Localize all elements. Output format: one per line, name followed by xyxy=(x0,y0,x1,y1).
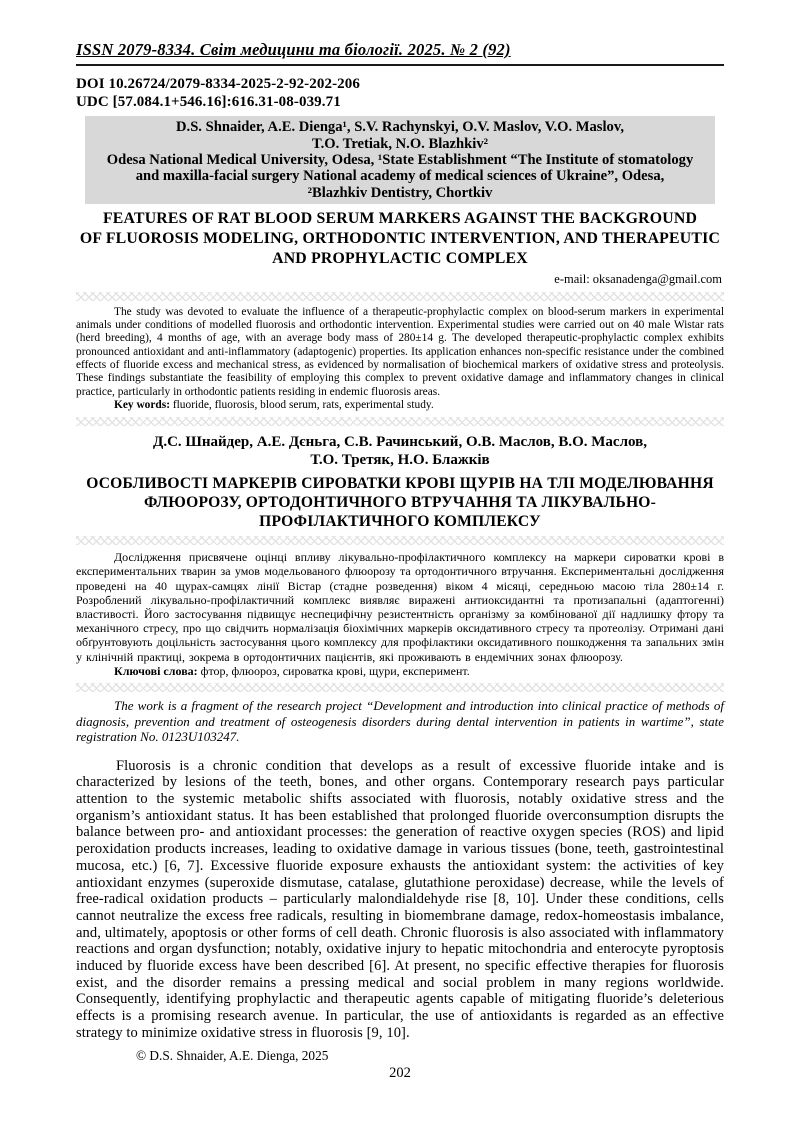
page-footer xyxy=(76,1048,724,1082)
affiliation-line: Odesa National Medical University, Odesa, ¹State Establishment “The Institute of stomatology xyxy=(106,151,694,168)
keywords-ua-text: фтор, флюороз, сироватка крові, щури, експеримент. xyxy=(197,663,470,678)
authors-block-ua xyxy=(76,434,724,469)
keywords-en-text: fluoride, fluorosis, blood serum, rats, experimental study. xyxy=(170,398,434,411)
authors-block-en xyxy=(85,116,715,203)
title-line: AND PROPHYLACTIC COMPLEX xyxy=(272,249,528,267)
author-line: D.S. Shnaider, A.E. Dienga¹, S.V. Rachynskyi, O.V. Maslov, V.O. Maslov, xyxy=(176,119,624,136)
title-line: ПРОФІЛАКТИЧНОГО КОМПЛЕКСУ xyxy=(259,513,541,531)
author-line: Д.С. Шнайдер, А.Е. Дєньга, С.В. Рачинський, О.В. Маслов, В.О. Маслов, xyxy=(153,434,647,451)
page-number: 202 xyxy=(389,1065,411,1081)
abstract-en: The study was devoted to evaluate the influence of a therapeutic-prophylactic complex on blood-serum markers in experimental animals under conditions of modelled fluorosis and orthodontic intervention. Experimental studies were carried out on 40 male Wistar rats (herd breeding), 4 months of age, with an average body mass of 280±14 g. The developed therapeutic-prophylactic complex exhibits pronounced antioxidant and anti-inflammatory (adaptogenic) properties. Its application enhances non-specific resistance under the combined effects of fluoride excess and mechanical stress, as evidenced by normalisation of biochemical markers of oxidative stress and proteolysis. These findings substantiate the feasibility of employing this complex to prevent oxidative damage and inflammatory changes in clinical practice, particularly in orthodontic patients residing in endemic fluorosis areas. xyxy=(76,305,724,398)
journal-header xyxy=(76,40,724,66)
title-line: ОСОБЛИВОСТІ МАРКЕРІВ СИРОВАТКИ КРОВІ ЩУРІВ НА ТЛІ МОДЕЛЮВАННЯ xyxy=(86,475,714,493)
keywords-ua-label: Ключові слова: xyxy=(114,663,198,678)
section-divider xyxy=(76,292,724,301)
title-line: FEATURES OF RAT BLOOD SERUM MARKERS AGAINST THE BACKGROUND xyxy=(102,209,698,227)
title-line: OF FLUOROSIS MODELING, ORTHODONTIC INTERVENTION, AND THERAPEUTIC xyxy=(79,229,721,247)
udc-line: UDC [57.084.1+546.16]:616.31-08-039.71 xyxy=(76,94,341,111)
project-note: The work is a fragment of the research project “Development and introduction into clinical practice of methods of diagnosis, prevention and treatment of osteogenesis disorders during dental intervention in patients in wartime”, state registration No. 0123U103247. xyxy=(76,698,724,745)
title-line: ФЛЮОРОЗУ, ОРТОДОНТИЧНОГО ВТРУЧАННЯ ТА ЛІКУВАЛЬНО- xyxy=(143,494,657,512)
email-line: e-mail: oksanadenga@gmail.com xyxy=(554,271,722,286)
author-line: Т.О. Третяк, Н.О. Блажків xyxy=(310,451,490,468)
body-paragraph: Fluorosis is a chronic condition that develops as a result of excessive fluoride intake and is characterized by lesions of the teeth, bones, and other organs. Contemporary research pays particular attention to the systemic metabolic shifts associated with fluorosis, notably oxidative stress and the organism’s antioxidant status. It has been established that prolonged fluoride overconsumption disrupts the balance between pro- and antioxidant processes: the generation of reactive oxygen species (ROS) and lipid peroxidation products increases, leading to oxidative damage in various tissues (bone, teeth, gastrointestinal mucosa, etc.) [6, 7]. Excessive fluoride exposure exhausts the antioxidant system: the activities of key antioxidant enzymes (superoxide dismutase, catalase, glutathione peroxidase) decrease, while the levels of free-radical oxidation products – particularly malondialdehyde rise [8, 10]. Under these conditions, cells cannot neutralize the excess free radicals, resulting in biomembrane damage, redox-homeostasis imbalance, and, ultimately, apoptosis or other forms of cell death. Chronic fluorosis is also associated with inflammatory reactions and organ dysfunction; notably, oxidative injury to hepatic mitochondria and enterocyte pyroptosis induced by fluoride excess have been described [6]. At present, no specific effective therapies for fluorosis exist, and the disorder remains a pressing medical and social problem in many regions worldwide. Consequently, identifying prophylactic and therapeutic agents capable of mitigating fluoride’s deleterious effects is a promising research avenue. In particular, the use of antioxidants is regarded as an effective strategy to minimize oxidative stress in fluorosis [9, 10]. xyxy=(76,757,724,1041)
paper-title-en xyxy=(76,209,724,269)
copyright-line: © D.S. Shnaider, A.E. Dienga, 2025 xyxy=(136,1048,329,1063)
doi-udc-block xyxy=(76,75,724,112)
doi-line: DOI 10.26724/2079-8334-2025-2-92-202-206 xyxy=(76,75,360,92)
paper-title-ua xyxy=(76,474,724,531)
section-divider xyxy=(76,536,724,545)
keywords-ua xyxy=(76,664,724,678)
section-divider xyxy=(76,683,724,692)
issn-line: ISSN 2079-8334. Світ медицини та біології. 2025. № 2 (92) xyxy=(76,40,511,59)
author-line: T.O. Tretiak, N.O. Blazhkiv² xyxy=(311,135,488,152)
keywords-en-label: Key words: xyxy=(114,398,170,411)
keywords-en xyxy=(76,399,724,412)
abstract-ua: Дослідження присвячене оцінці впливу лікувально-профілактичного комплексу на маркери сироватки крові в експериментальних тварин за умов модельованого флюорозу та ортодонтичного втручання. Експериментальні дослідження проведені на 40 щурах-самцях лінії Вістар (стадне розведення) віком 4 місяці, середньою масою тіла 280±14 г. Розроблений лікувально-профілактичний комплекс виявляє виражені антиоксидантні та протизапальні (адаптогенні) властивості. Його застосування підвищує неспецифічну резистентність організму за комбінованої дії надлишку фтору та механічного стресу, про що свідчить нормалізація біохімічних маркерів оксидативного стресу та протеолізу. Отримані дані обґрунтовують доцільність застосування цього комплексу для профілактики оксидативного пошкодження та запальних змін у клінічній практиці, зокрема в ортодонтичних пацієнтів, які проживають в ендемічних зонах флюорозу. xyxy=(76,550,724,664)
section-divider xyxy=(76,417,724,426)
affiliation-line: and maxilla-facial surgery National academy of medical sciences of Ukraine”, Odesa, xyxy=(135,168,665,185)
affiliation-line: ²Blazhkiv Dentistry, Chortkiv xyxy=(307,184,493,201)
